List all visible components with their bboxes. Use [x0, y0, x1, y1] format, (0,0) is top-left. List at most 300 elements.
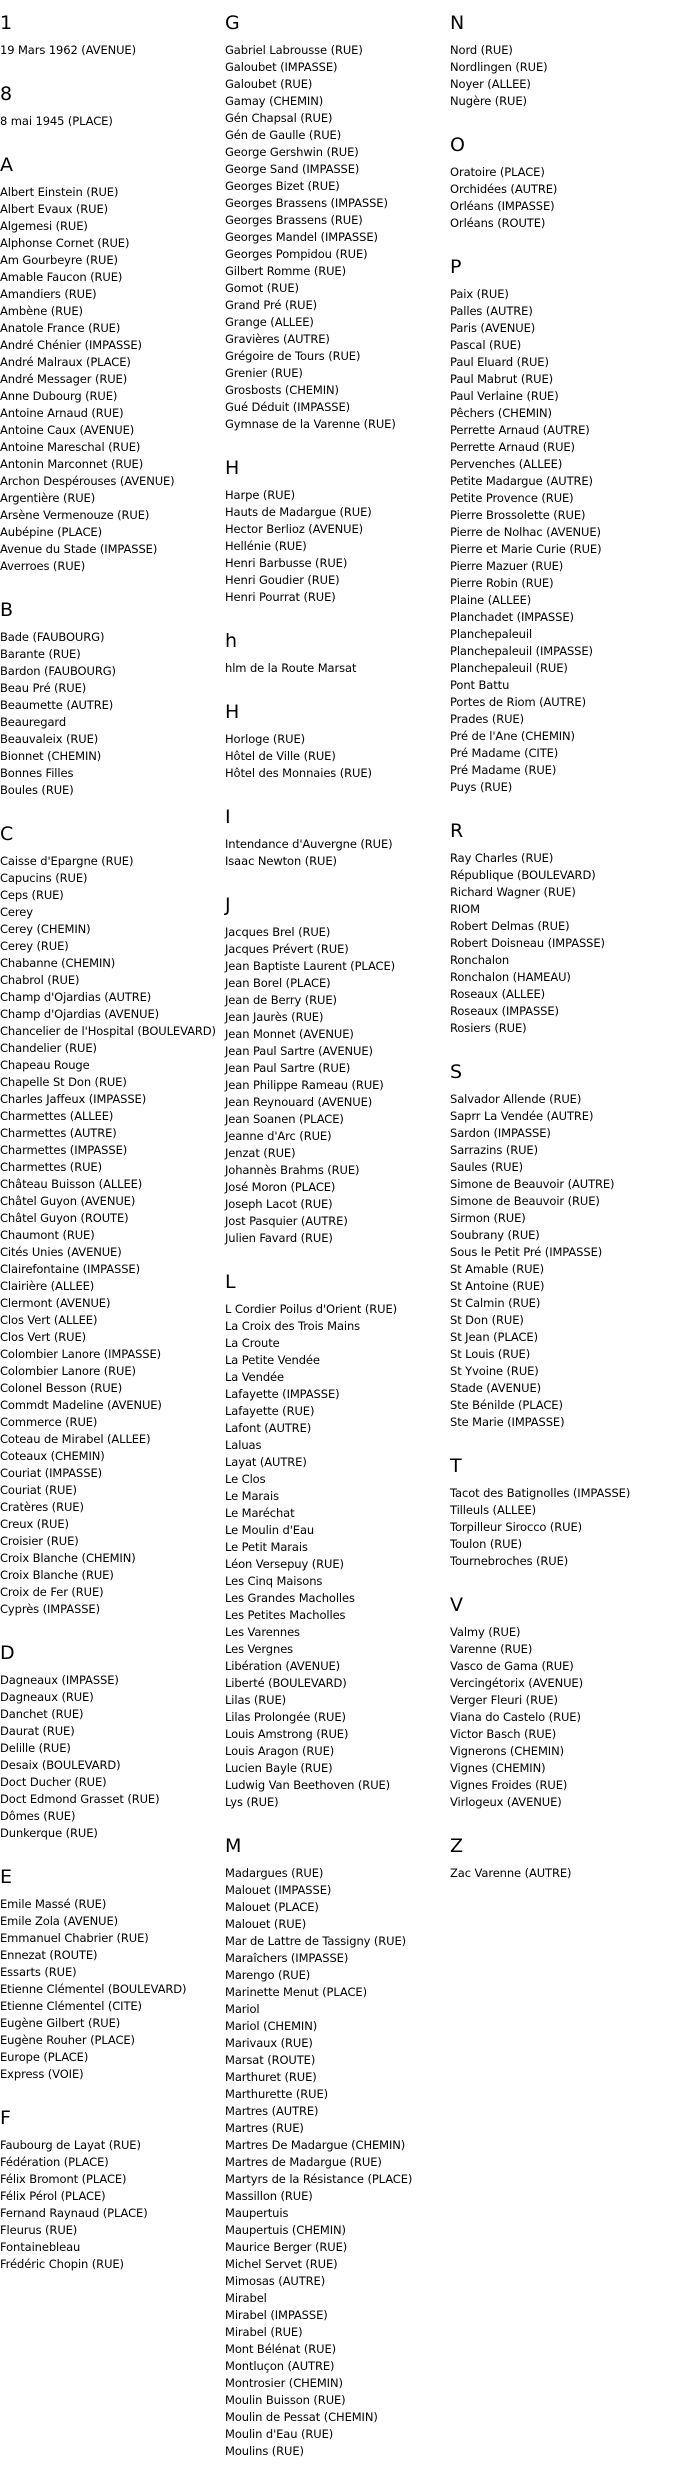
street-entry: Tacot des Batignolles (IMPASSE)	[450, 1486, 631, 1500]
street-entry: Pierre Robin (RUE)	[450, 576, 554, 590]
street-entry: Tournebroches (RUE)	[450, 1554, 569, 1568]
street-entry: Jacques Prévert (RUE)	[225, 942, 349, 956]
street-entry: St Yvoine (RUE)	[450, 1364, 539, 1378]
street-entry: Moulin d'Eau (RUE)	[225, 2427, 334, 2441]
street-entry: Vercingétorix (AVENUE)	[450, 1676, 583, 1690]
street-entry: Creux (RUE)	[0, 1517, 69, 1531]
street-entry: Maurice Berger (RUE)	[225, 2240, 348, 2254]
street-entry: Archon Despérouses (AVENUE)	[0, 474, 175, 488]
street-entry: Le Moulin d'Eau	[225, 1523, 315, 1537]
street-entry: Robert Doisneau (IMPASSE)	[450, 936, 605, 950]
street-entry: Moulin de Pessat (CHEMIN)	[225, 2410, 378, 2424]
letter-section	[450, 1061, 672, 1431]
street-entry: Sous le Petit Pré (IMPASSE)	[450, 1245, 603, 1259]
street-entry: St Jean (PLACE)	[450, 1330, 538, 1344]
street-entry: Georges Brassens (IMPASSE)	[225, 196, 388, 210]
street-entry: Arsène Vermenouze (RUE)	[0, 508, 150, 522]
street-entry: 19 Mars 1962 (AVENUE)	[0, 43, 136, 57]
street-entry: Dômes (RUE)	[0, 1809, 76, 1823]
street-entry: Ambène (RUE)	[0, 304, 83, 318]
street-entry: Hellénie (RUE)	[225, 539, 307, 553]
street-entry: Martres De Madargue (CHEMIN)	[225, 2138, 406, 2152]
street-entry: Gué Déduit (IMPASSE)	[225, 400, 351, 414]
street-entry: Perrette Arnaud (AUTRE)	[450, 423, 590, 437]
street-entry: Grenier (RUE)	[225, 366, 303, 380]
street-entry: Lafayette (RUE)	[225, 1404, 315, 1418]
street-entry: Pré Madame (RUE)	[450, 763, 557, 777]
letter-section	[450, 134, 672, 232]
letter-section	[450, 1835, 672, 1882]
street-entry: Louis Amstrong (RUE)	[225, 1727, 349, 1741]
street-entry: Oratoire (PLACE)	[450, 165, 545, 179]
letter-section	[225, 894, 447, 1247]
street-entry: Gén Chapsal (RUE)	[225, 111, 333, 125]
street-list	[225, 42, 447, 433]
street-list	[225, 487, 447, 606]
street-entry: Ceps (RUE)	[0, 888, 64, 902]
street-entry: Henri Barbusse (RUE)	[225, 556, 348, 570]
street-entry: Jean Paul Sartre (RUE)	[225, 1061, 351, 1075]
street-entry: Express (VOIE)	[0, 2067, 84, 2081]
letter-section	[0, 1642, 222, 1842]
street-entry: Antoine Arnaud (RUE)	[0, 406, 124, 420]
section-heading: J	[225, 894, 231, 916]
street-entry: Jean Soanen (PLACE)	[225, 1112, 344, 1126]
street-entry: Simone de Beauvoir (AUTRE)	[450, 1177, 615, 1191]
street-entry: Le Petit Marais	[225, 1540, 308, 1554]
street-entry: Orléans (ROUTE)	[450, 216, 546, 230]
street-entry: Champ d'Ojardias (AUTRE)	[0, 990, 152, 1004]
street-entry: Chabanne (CHEMIN)	[0, 956, 116, 970]
street-entry: Pascal (RUE)	[450, 338, 522, 352]
street-entry: Laluas	[225, 1438, 262, 1452]
street-entry: Pêchers (CHEMIN)	[450, 406, 552, 420]
street-entry: Viana do Castelo (RUE)	[450, 1710, 581, 1724]
street-entry: Pierre Mazuer (RUE)	[450, 559, 564, 573]
street-entry: Pont Battu	[450, 678, 510, 692]
letter-section	[225, 457, 447, 606]
street-entry: Soubrany (RUE)	[450, 1228, 540, 1242]
street-list	[450, 164, 672, 232]
street-list	[0, 1672, 222, 1842]
street-entry: Orchidées (AUTRE)	[450, 182, 558, 196]
street-entry: Amable Faucon (RUE)	[0, 270, 123, 284]
street-entry: Antonin Marconnet (RUE)	[0, 457, 144, 471]
street-entry: Stade (AVENUE)	[450, 1381, 542, 1395]
street-entry: Cyprès (IMPASSE)	[0, 1602, 100, 1616]
street-entry: Marinette Menut (PLACE)	[225, 1985, 367, 1999]
section-heading: O	[450, 134, 465, 156]
street-entry: Châtel Guyon (ROUTE)	[0, 1211, 129, 1225]
street-entry: Roseaux (IMPASSE)	[450, 1004, 559, 1018]
street-entry: Bade (FAUBOURG)	[0, 630, 105, 644]
street-entry: José Moron (PLACE)	[225, 1180, 336, 1194]
street-entry: Fontainebleau	[0, 2240, 81, 2254]
street-entry: Alphonse Cornet (RUE)	[0, 236, 130, 250]
street-entry: Prades (RUE)	[450, 712, 524, 726]
street-entry: 8 mai 1945 (PLACE)	[0, 114, 113, 128]
street-entry: Couriat (IMPASSE)	[0, 1466, 103, 1480]
street-entry: Etienne Clémentel (BOULEVARD)	[0, 1982, 187, 1996]
street-entry: Fernand Raynaud (PLACE)	[0, 2206, 148, 2220]
street-list	[0, 42, 222, 59]
street-entry: Léon Versepuy (RUE)	[225, 1557, 344, 1571]
street-entry: Malouet (PLACE)	[225, 1900, 319, 1914]
letter-section	[450, 820, 672, 1037]
street-entry: La Croute	[225, 1336, 280, 1350]
street-entry: Danchet (RUE)	[0, 1707, 84, 1721]
street-entry: Marsat (ROUTE)	[225, 2053, 316, 2067]
street-entry: Albert Evaux (RUE)	[0, 202, 109, 216]
street-entry: Grange (ALLEE)	[225, 315, 314, 329]
street-entry: Croisier (RUE)	[0, 1534, 79, 1548]
street-entry: Sarrazins (RUE)	[450, 1143, 538, 1157]
street-entry: George Sand (IMPASSE)	[225, 162, 360, 176]
street-entry: Michel Servet (RUE)	[225, 2257, 338, 2271]
street-entry: Marthuret (RUE)	[225, 2070, 317, 2084]
street-entry: Ray Charles (RUE)	[450, 851, 554, 865]
street-entry: Marivaux (RUE)	[225, 2036, 313, 2050]
street-entry: Madargues (RUE)	[225, 1866, 324, 1880]
street-entry: Harpe (RUE)	[225, 488, 296, 502]
street-entry: Les Cinq Maisons	[225, 1574, 323, 1588]
street-entry: George Gershwin (RUE)	[225, 145, 359, 159]
street-entry: Marengo (RUE)	[225, 1968, 311, 1982]
street-entry: Doct Ducher (RUE)	[0, 1775, 107, 1789]
street-entry: Caisse d'Epargne (RUE)	[0, 854, 134, 868]
street-entry: Clairefontaine (IMPASSE)	[0, 1262, 140, 1276]
street-entry: Georges Pompidou (RUE)	[225, 247, 368, 261]
street-list	[450, 1485, 672, 1570]
street-entry: Jean Philippe Rameau (RUE)	[225, 1078, 384, 1092]
street-entry: Mar de Lattre de Tassigny (RUE)	[225, 1934, 407, 1948]
letter-section	[225, 12, 447, 433]
street-entry: Couriat (RUE)	[0, 1483, 77, 1497]
street-list	[450, 1091, 672, 1431]
section-heading: L	[225, 1271, 236, 1293]
street-entry: St Louis (RUE)	[450, 1347, 531, 1361]
street-entry: Joseph Lacot (RUE)	[225, 1197, 333, 1211]
street-entry: Croix Blanche (CHEMIN)	[0, 1551, 136, 1565]
section-heading: E	[0, 1866, 13, 1888]
street-entry: Barante (RUE)	[0, 647, 81, 661]
street-entry: Paul Verlaine (RUE)	[450, 389, 559, 403]
street-list	[225, 836, 447, 870]
street-entry: Maupertuis (CHEMIN)	[225, 2223, 346, 2237]
section-heading: N	[450, 12, 465, 34]
street-entry: Averroes (RUE)	[0, 559, 86, 573]
street-entry: Paul Eluard (RUE)	[450, 355, 549, 369]
street-entry: Etienne Clémentel (CITE)	[0, 1999, 142, 2013]
street-entry: Lys (RUE)	[225, 1795, 279, 1809]
street-entry: Sardon (IMPASSE)	[450, 1126, 551, 1140]
street-list	[0, 853, 222, 1618]
street-entry: Jean Jaurès (RUE)	[225, 1010, 324, 1024]
section-heading: B	[0, 599, 14, 621]
street-entry: Hôtel des Monnaies (RUE)	[225, 766, 372, 780]
section-heading: P	[450, 256, 462, 278]
street-entry: Pierre et Marie Curie (RUE)	[450, 542, 602, 556]
street-entry: Pré de l'Ane (CHEMIN)	[450, 729, 575, 743]
street-entry: Colombier Lanore (IMPASSE)	[0, 1347, 162, 1361]
street-entry: Martres (AUTRE)	[225, 2104, 319, 2118]
street-entry: St Amable (RUE)	[450, 1262, 544, 1276]
street-entry: Portes de Riom (AUTRE)	[450, 695, 586, 709]
street-entry: Cerey (CHEMIN)	[0, 922, 91, 936]
street-entry: Ste Marie (IMPASSE)	[450, 1415, 565, 1429]
letter-section	[225, 630, 447, 677]
street-entry: Capucins (RUE)	[0, 871, 88, 885]
section-heading: D	[0, 1642, 15, 1664]
street-entry: Grosbosts (CHEMIN)	[225, 383, 339, 397]
street-entry: Desaix (BOULEVARD)	[0, 1758, 121, 1772]
street-entry: Galoubet (IMPASSE)	[225, 60, 338, 74]
street-entry: Chandelier (RUE)	[0, 1041, 97, 1055]
street-entry: Jean Paul Sartre (AVENUE)	[225, 1044, 373, 1058]
street-entry: Vignerons (CHEMIN)	[450, 1744, 564, 1758]
section-heading: S	[450, 1061, 463, 1083]
section-heading: G	[225, 12, 240, 34]
street-entry: Georges Mandel (IMPASSE)	[225, 230, 378, 244]
street-entry: Essarts (RUE)	[0, 1965, 77, 1979]
street-entry: Croix Blanche (RUE)	[0, 1568, 114, 1582]
street-entry: Vasco de Gama (RUE)	[450, 1659, 574, 1673]
street-entry: Sirmon (RUE)	[450, 1211, 526, 1225]
letter-section	[225, 806, 447, 870]
street-entry: Nordlingen (RUE)	[450, 60, 548, 74]
section-heading: Z	[450, 1835, 464, 1857]
street-entry: Henri Goudier (RUE)	[225, 573, 340, 587]
section-heading: F	[0, 2107, 11, 2129]
street-entry: Dagneaux (IMPASSE)	[0, 1673, 119, 1687]
street-entry: Eugène Rouher (PLACE)	[0, 2033, 135, 2047]
section-heading: T	[450, 1455, 462, 1477]
street-entry: Puys (RUE)	[450, 780, 513, 794]
street-entry: Commerce (RUE)	[0, 1415, 98, 1429]
street-entry: Pierre de Nolhac (AVENUE)	[450, 525, 601, 539]
street-entry: Saprr La Vendée (AUTRE)	[450, 1109, 594, 1123]
street-entry: Les Grandes Macholles	[225, 1591, 355, 1605]
street-entry: Beauvaleix (RUE)	[0, 732, 99, 746]
street-entry: Noyer (ALLEE)	[450, 77, 531, 91]
street-entry: Charmettes (RUE)	[0, 1160, 102, 1174]
street-entry: Massillon (RUE)	[225, 2189, 313, 2203]
street-entry: Marthurette (RUE)	[225, 2087, 329, 2101]
street-entry: Bionnet (CHEMIN)	[0, 749, 102, 763]
street-entry: Georges Bizet (RUE)	[225, 179, 340, 193]
street-entry: Doct Edmond Grasset (RUE)	[0, 1792, 160, 1806]
street-entry: Pierre Brossolette (RUE)	[450, 508, 586, 522]
street-entry: La Vendée	[225, 1370, 284, 1384]
street-entry: Jacques Brel (RUE)	[225, 925, 331, 939]
street-entry: Chabrol (RUE)	[0, 973, 80, 987]
section-heading: R	[450, 820, 464, 842]
street-entry: Algemesi (RUE)	[0, 219, 88, 233]
section-heading: 8	[0, 83, 13, 105]
street-entry: Vignes (CHEMIN)	[450, 1761, 546, 1775]
street-entry: Champ d'Ojardias (AVENUE)	[0, 1007, 160, 1021]
street-entry: Layat (AUTRE)	[225, 1455, 307, 1469]
street-entry: Isaac Newton (RUE)	[225, 854, 337, 868]
section-heading: 1	[0, 12, 13, 34]
street-entry: Anatole France (RUE)	[0, 321, 121, 335]
street-entry: Verger Fleuri (RUE)	[450, 1693, 558, 1707]
street-entry: Mirabel	[225, 2291, 267, 2305]
street-entry: Croix de Fer (RUE)	[0, 1585, 104, 1599]
street-entry: Clos Vert (RUE)	[0, 1330, 86, 1344]
street-entry: Lilas Prolongée (RUE)	[225, 1710, 346, 1724]
street-entry: Coteau de Mirabel (ALLEE)	[0, 1432, 151, 1446]
street-entry: Plaine (ALLEE)	[450, 593, 532, 607]
street-entry: Paris (AVENUE)	[450, 321, 536, 335]
street-list	[0, 1896, 222, 2083]
letter-section	[450, 1594, 672, 1811]
letter-section	[225, 1835, 447, 2460]
street-entry: Les Varennes	[225, 1625, 300, 1639]
street-entry: Beau Pré (RUE)	[0, 681, 87, 695]
street-entry: Cerey	[0, 905, 33, 919]
street-entry: hlm de la Route Marsat	[225, 661, 357, 675]
street-entry: Bonnes Filles	[0, 766, 74, 780]
street-entry: Mirabel (RUE)	[225, 2325, 303, 2339]
street-entry: Malouet (IMPASSE)	[225, 1883, 332, 1897]
street-entry: Cerey (RUE)	[0, 939, 69, 953]
street-entry: Ste Bénilde (PLACE)	[450, 1398, 563, 1412]
street-entry: St Antoine (RUE)	[450, 1279, 545, 1293]
street-entry: Pervenches (ALLEE)	[450, 457, 563, 471]
street-entry: Avenue du Stade (IMPASSE)	[0, 542, 158, 556]
column-3	[450, 12, 672, 1906]
street-entry: Emile Massé (RUE)	[0, 1897, 107, 1911]
street-entry: Mont Bélénat (RUE)	[225, 2342, 336, 2356]
street-entry: Intendance d'Auvergne (RUE)	[225, 837, 393, 851]
street-entry: Cratères (RUE)	[0, 1500, 84, 1514]
street-entry: Maraîchers (IMPASSE)	[225, 1951, 349, 1965]
street-entry: Robert Delmas (RUE)	[450, 919, 570, 933]
street-entry: Valmy (RUE)	[450, 1625, 521, 1639]
street-entry: Martres de Madargue (RUE)	[225, 2155, 382, 2169]
street-entry: Nord (RUE)	[450, 43, 513, 57]
street-entry: Johannès Brahms (RUE)	[225, 1163, 360, 1177]
letter-section	[225, 701, 447, 782]
street-entry: Amandiers (RUE)	[0, 287, 97, 301]
street-entry: Henri Pourrat (RUE)	[225, 590, 336, 604]
street-entry: Hauts de Madargue (RUE)	[225, 505, 372, 519]
street-entry: Jean Reynouard (AVENUE)	[225, 1095, 373, 1109]
street-entry: André Malraux (PLACE)	[0, 355, 131, 369]
street-entry: Ronchalon (HAMEAU)	[450, 970, 571, 984]
street-entry: Jeanne d'Arc (RUE)	[225, 1129, 332, 1143]
street-entry: Chancelier de l'Hospital (BOULEVARD)	[0, 1024, 216, 1038]
street-entry: Tilleuls (ALLEE)	[450, 1503, 537, 1517]
letter-section	[0, 599, 222, 799]
letter-section	[0, 823, 222, 1618]
street-entry: Planchepaleuil (RUE)	[450, 661, 568, 675]
street-entry: Victor Basch (RUE)	[450, 1727, 557, 1741]
street-entry: Dunkerque (RUE)	[0, 1826, 98, 1840]
street-entry: Petite Madargue (AUTRE)	[450, 474, 593, 488]
street-entry: Zac Varenne (AUTRE)	[450, 1866, 572, 1880]
street-entry: Chapelle St Don (RUE)	[0, 1075, 127, 1089]
street-entry: Planchadet (IMPASSE)	[450, 610, 574, 624]
section-heading: M	[225, 1835, 242, 1857]
street-list	[450, 286, 672, 796]
street-entry: Gomot (RUE)	[225, 281, 299, 295]
street-entry: Rosiers (RUE)	[450, 1021, 527, 1035]
street-entry: Virlogeux (AVENUE)	[450, 1795, 562, 1809]
street-entry: Pré Madame (CITE)	[450, 746, 559, 760]
street-entry: Daurat (RUE)	[0, 1724, 75, 1738]
street-list	[0, 2137, 222, 2273]
street-entry: Clos Vert (ALLEE)	[0, 1313, 98, 1327]
street-entry: Hector Berlioz (AVENUE)	[225, 522, 364, 536]
street-entry: Chapeau Rouge	[0, 1058, 90, 1072]
street-entry: Simone de Beauvoir (RUE)	[450, 1194, 600, 1208]
street-entry: La Croix des Trois Mains	[225, 1319, 361, 1333]
letter-section	[450, 12, 672, 110]
street-entry: Martyrs de la Résistance (PLACE)	[225, 2172, 413, 2186]
street-entry: Mirabel (IMPASSE)	[225, 2308, 328, 2322]
street-entry: Beauregard	[0, 715, 67, 729]
street-entry: St Calmin (RUE)	[450, 1296, 541, 1310]
street-entry: Charmettes (ALLEE)	[0, 1109, 114, 1123]
street-entry: Montrosier (CHEMIN)	[225, 2376, 343, 2390]
street-entry: Anne Dubourg (RUE)	[0, 389, 118, 403]
street-entry: Argentière (RUE)	[0, 491, 96, 505]
street-entry: Moulin Buisson (RUE)	[225, 2393, 346, 2407]
letter-section	[0, 12, 222, 59]
street-entry: Boules (RUE)	[0, 783, 74, 797]
street-entry: Roseaux (ALLEE)	[450, 987, 546, 1001]
street-entry: Louis Aragon (RUE)	[225, 1744, 335, 1758]
street-entry: Lafont (AUTRE)	[225, 1421, 312, 1435]
street-list	[0, 184, 222, 575]
street-entry: St Don (RUE)	[450, 1313, 524, 1327]
street-entry: Jost Pasquier (AUTRE)	[225, 1214, 348, 1228]
street-entry: Jean Borel (PLACE)	[225, 976, 331, 990]
street-entry: Emmanuel Chabrier (RUE)	[0, 1931, 149, 1945]
street-entry: Emile Zola (AVENUE)	[0, 1914, 119, 1928]
street-entry: Châtel Guyon (AVENUE)	[0, 1194, 136, 1208]
street-list	[450, 1624, 672, 1811]
street-entry: L Cordier Poilus d'Orient (RUE)	[225, 1302, 398, 1316]
section-heading: A	[0, 154, 13, 176]
street-entry: Clairière (ALLEE)	[0, 1279, 95, 1293]
street-entry: Saules (RUE)	[450, 1160, 523, 1174]
section-heading: I	[225, 806, 231, 828]
street-entry: Le Marais	[225, 1489, 279, 1503]
street-entry: Beaumette (AUTRE)	[0, 698, 114, 712]
street-entry: Commdt Madeline (AVENUE)	[0, 1398, 162, 1412]
street-entry: Galoubet (RUE)	[225, 77, 313, 91]
street-list	[0, 113, 222, 130]
street-entry: Martres (RUE)	[225, 2121, 304, 2135]
street-entry: Frédéric Chopin (RUE)	[0, 2257, 124, 2271]
street-entry: Les Petites Macholles	[225, 1608, 346, 1622]
street-entry: Montluçon (AUTRE)	[225, 2359, 335, 2373]
street-entry: Horloge (RUE)	[225, 732, 306, 746]
street-entry: Delille (RUE)	[0, 1741, 71, 1755]
street-entry: Julien Favard (RUE)	[225, 1231, 333, 1245]
street-entry: Paul Mabrut (RUE)	[450, 372, 554, 386]
street-entry: Le Maréchat	[225, 1506, 295, 1520]
column-2	[225, 12, 447, 2484]
street-entry: Gamay (CHEMIN)	[225, 94, 324, 108]
street-entry: Grand Pré (RUE)	[225, 298, 318, 312]
street-entry: Torpilleur Sirocco (RUE)	[450, 1520, 583, 1534]
street-entry: Colombier Lanore (RUE)	[0, 1364, 136, 1378]
street-entry: Ennezat (ROUTE)	[0, 1948, 98, 1962]
